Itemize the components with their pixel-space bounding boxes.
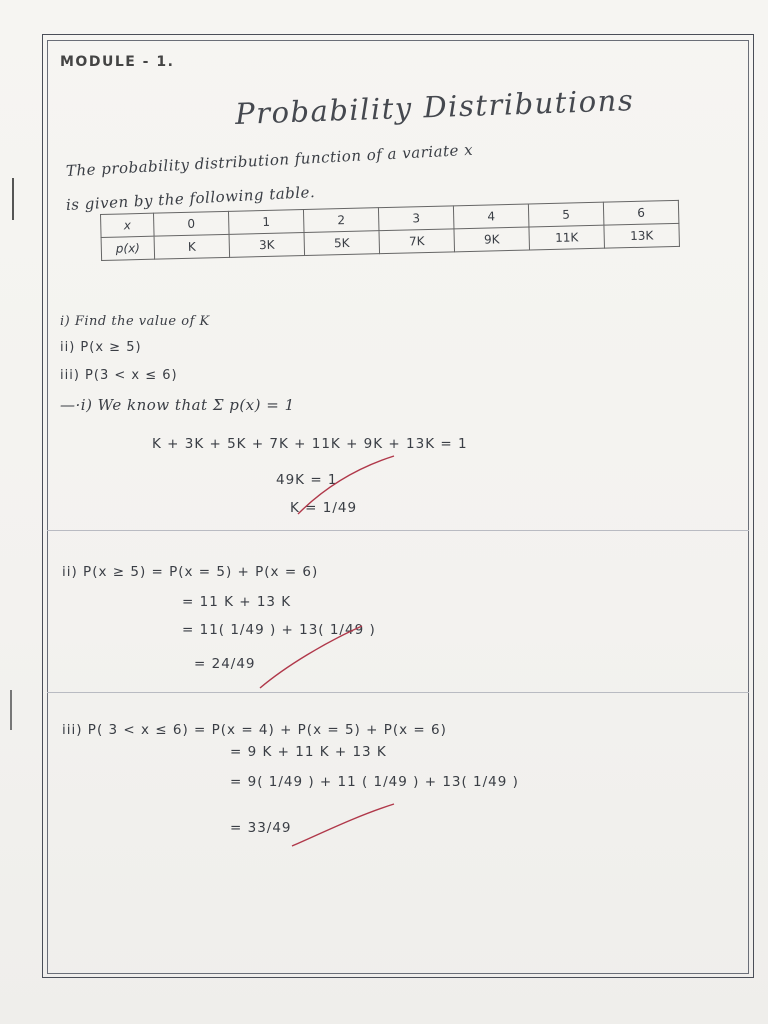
check-mark-icon — [256, 622, 366, 692]
table-cell: 13K — [604, 223, 680, 248]
solution-1-equation: K + 3K + 5K + 7K + 11K + 9K + 13K = 1 — [152, 436, 468, 452]
table-cell: 4 — [453, 204, 529, 229]
margin-mark — [10, 690, 12, 730]
solution-3-line-2: = 9 K + 11 K + 13 K — [230, 744, 387, 760]
table-header-x: x — [101, 213, 155, 237]
intro-line-1: The probability distribution function of a variate x — [65, 140, 474, 180]
table-cell: 5 — [528, 202, 604, 227]
table-cell: K — [154, 234, 230, 259]
question-1: i) Find the value of K — [60, 314, 210, 329]
check-mark-icon — [290, 800, 400, 850]
solution-1-intro: —·i) We know that Σ p(x) = 1 — [60, 396, 295, 414]
table-cell: 1 — [228, 210, 304, 235]
table-cell: 0 — [153, 211, 229, 236]
section-divider — [47, 692, 749, 693]
solution-1-step: 49K = 1 — [276, 472, 338, 488]
table-cell: 9K — [454, 227, 530, 252]
solution-3-line-3: = 9( 1/49 ) + 11 ( 1/49 ) + 13( 1/49 ) — [230, 774, 519, 790]
solution-2-line-3: = 11( 1/49 ) + 13( 1/49 ) — [182, 622, 376, 638]
table-cell: 11K — [529, 225, 605, 250]
intro-line-2: is given by the following table. — [65, 182, 316, 214]
table-cell: 5K — [304, 231, 380, 256]
table-cell: 6 — [603, 200, 679, 225]
solution-3-line-1: iii) P( 3 < x ≤ 6) = P(x = 4) + P(x = 5) + P(x = 6) — [62, 722, 447, 738]
table-cell: 3 — [378, 206, 454, 231]
solution-1-result: K = 1/49 — [290, 500, 358, 516]
margin-mark — [12, 178, 14, 220]
table-header-p: p(x) — [101, 236, 155, 260]
solution-2-result: = 24/49 — [194, 656, 256, 672]
table-cell: 2 — [303, 208, 379, 233]
solution-2-line-1: ii) P(x ≥ 5) = P(x = 5) + P(x = 6) — [62, 564, 319, 580]
page-title: Probability Distributions — [234, 83, 635, 131]
question-2: ii) P(x ≥ 5) — [60, 340, 142, 355]
solution-2-line-2: = 11 K + 13 K — [182, 594, 292, 610]
table-cell: 3K — [229, 233, 305, 258]
table-cell: 7K — [379, 229, 455, 254]
check-mark-icon — [290, 452, 400, 522]
section-divider — [47, 530, 749, 531]
module-label: MODULE - 1. — [60, 54, 175, 70]
solution-3-result: = 33/49 — [230, 820, 292, 836]
question-3: iii) P(3 < x ≤ 6) — [60, 368, 178, 383]
